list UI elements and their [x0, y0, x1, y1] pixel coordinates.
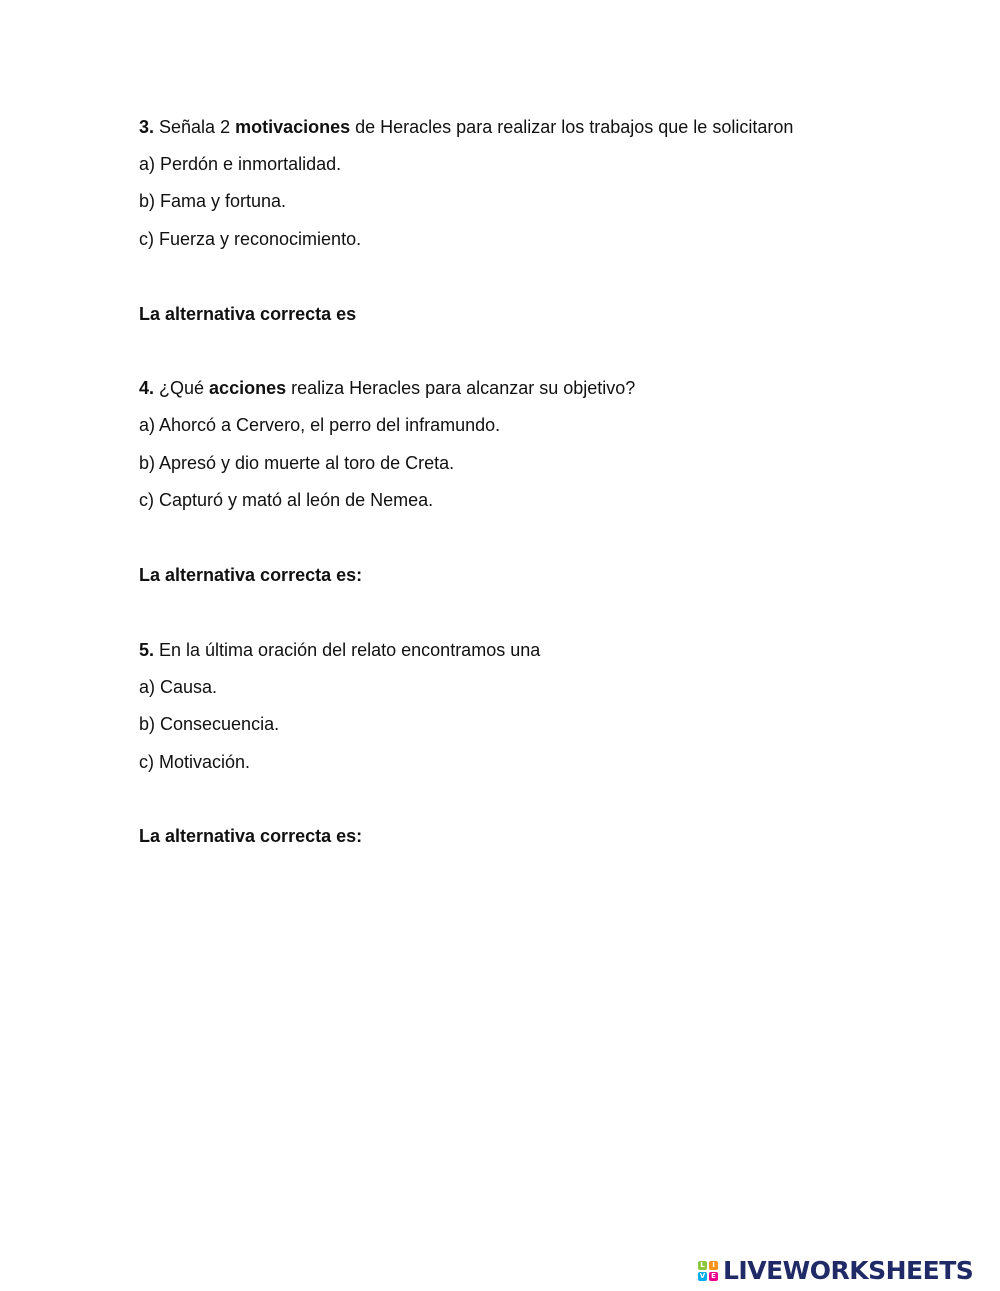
question-5-prompt	[139, 639, 540, 661]
question-4-option-b: b) Apresó y dio muerte al toro de Creta.	[139, 453, 455, 473]
question-4-answer-label: La alternativa correcta es:	[139, 565, 363, 585]
question-3-number: 3.	[139, 117, 155, 137]
question-3-option-b: b) Fama y fortuna.	[139, 191, 287, 211]
logo-mark-i: I	[709, 1261, 718, 1270]
question-3-text-pre: Señala 2	[154, 117, 236, 137]
question-5-text: En la última oración del relato encontramos una	[154, 640, 541, 660]
question-3-text-post: de Heracles para realizar los trabajos que le solicitaron	[350, 117, 794, 137]
question-4-text-pre: ¿Qué	[154, 378, 210, 398]
logo-mark-v: V	[699, 1272, 706, 1280]
question-4-keyword: acciones	[209, 378, 287, 398]
question-3-option-c: c) Fuerza y reconocimiento.	[139, 229, 362, 249]
liveworksheets-logo	[698, 1256, 973, 1286]
logo-mark-l: L	[698, 1261, 707, 1270]
question-4-text-post: realiza Heracles para alcanzar su objetivo?	[286, 378, 636, 398]
question-4-option-a: a) Ahorcó a Cervero, el perro del inframundo.	[139, 415, 501, 435]
question-4-option-c: c) Capturó y mató al león de Nemea.	[139, 490, 434, 510]
question-3-prompt	[139, 116, 793, 138]
question-4-prompt	[139, 377, 635, 399]
liveworksheets-logo-icon	[698, 1261, 718, 1281]
question-5-option-c: c) Motivación.	[139, 752, 251, 772]
question-5-option-b: b) Consecuencia.	[139, 714, 280, 734]
question-3-option-a: a) Perdón e inmortalidad.	[139, 154, 342, 174]
question-3-answer-label: La alternativa correcta es	[139, 304, 357, 324]
question-4-number: 4.	[139, 378, 155, 398]
question-3-keyword: motivaciones	[235, 117, 351, 137]
liveworksheets-logo-text: LIVEWORKSHEETS	[723, 1256, 974, 1285]
logo-mark-e: E	[709, 1272, 718, 1281]
question-5-option-a: a) Causa.	[139, 677, 218, 697]
question-5-number: 5.	[139, 640, 155, 660]
question-5-answer-label: La alternativa correcta es:	[139, 826, 363, 846]
